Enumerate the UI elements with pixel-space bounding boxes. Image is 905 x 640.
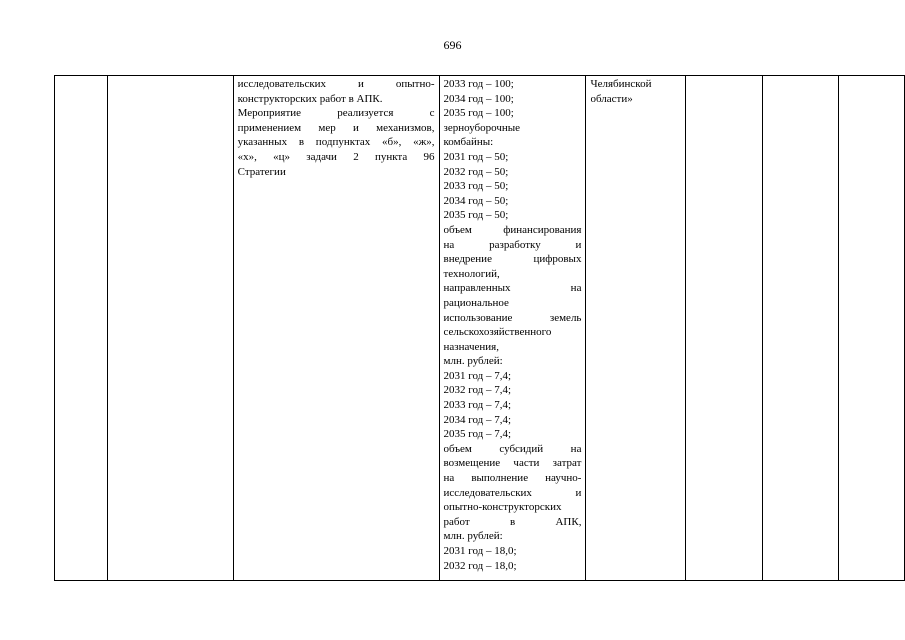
cell-empty-6 xyxy=(686,76,763,581)
cell-event-name xyxy=(107,76,233,581)
indicator-line: 2032 год – 50; xyxy=(443,165,509,178)
indicator-line: возмещение части затрат xyxy=(443,457,582,470)
indicator-line: 2034 год – 7,4; xyxy=(443,413,512,426)
indicator-line: 2035 год – 7,4; xyxy=(443,428,512,441)
indicator-line: объем финансирования xyxy=(443,223,582,236)
indicator-line: назначения, xyxy=(443,340,499,353)
indicator-line: на выполнение научно- xyxy=(443,472,582,485)
indicator-line: млн. рублей: xyxy=(443,530,503,543)
indicator-line: сельскохозяйственного xyxy=(443,326,552,339)
description-line: исследовательских и опытно- xyxy=(237,78,435,90)
indicator-line: рациональное xyxy=(443,296,509,309)
description-line: конструкторских работ в АПК. xyxy=(237,92,383,105)
cell-empty-8 xyxy=(839,76,905,581)
cell-executor xyxy=(586,76,686,581)
cell-description xyxy=(233,76,439,581)
indicator-line: 2032 год – 7,4; xyxy=(443,384,512,397)
indicator-line: 2033 год – 50; xyxy=(443,180,509,193)
description-line: применением мер и механизмов, xyxy=(237,121,435,134)
executor-line: Челябинской xyxy=(590,78,652,90)
cell-indicators xyxy=(439,76,586,581)
indicator-line: 2031 год – 7,4; xyxy=(443,369,512,382)
table-row xyxy=(55,76,905,581)
description-line: Стратегии xyxy=(237,165,286,178)
indicator-line: комбайны: xyxy=(443,136,494,149)
indicator-line: внедрение цифровых xyxy=(443,253,582,266)
cell-number xyxy=(55,76,108,581)
description-line: «х», «ц» задачи 2 пункта 96 xyxy=(237,150,435,163)
indicator-line: на разработку и xyxy=(443,238,582,251)
indicator-line: технологий, xyxy=(443,267,500,280)
indicator-line: 2031 год – 50; xyxy=(443,150,509,163)
description-line: указанных в подпунктах «б», «ж», xyxy=(237,136,435,149)
indicator-line: направленных на xyxy=(443,282,582,295)
document-table xyxy=(54,75,905,581)
description-line: Мероприятие реализуется с xyxy=(237,107,435,120)
indicator-line: опытно-конструкторских xyxy=(443,501,562,514)
indicator-line: 2031 год – 18,0; xyxy=(443,545,517,557)
indicator-line: 2033 год – 100; xyxy=(443,78,514,90)
indicator-line: работ в АПК, xyxy=(443,515,582,528)
indicator-line: использование земель xyxy=(443,311,582,324)
indicator-line: 2032 год – 18,0; xyxy=(443,559,517,572)
indicator-line: исследовательских и xyxy=(443,486,582,499)
indicator-line: объем субсидий на xyxy=(443,442,582,455)
indicator-line: 2033 год – 7,4; xyxy=(443,399,512,412)
page-number: 696 xyxy=(443,38,462,52)
cell-empty-7 xyxy=(763,76,839,581)
indicator-line: зерноуборочные xyxy=(443,121,521,134)
indicator-line: 2034 год – 50; xyxy=(443,194,509,207)
indicator-line: 2034 год – 100; xyxy=(443,92,514,105)
executor-line: области» xyxy=(590,92,633,105)
indicator-line: 2035 год – 50; xyxy=(443,209,509,222)
indicator-line: млн. рублей: xyxy=(443,355,503,368)
indicator-line: 2035 год – 100; xyxy=(443,107,514,120)
